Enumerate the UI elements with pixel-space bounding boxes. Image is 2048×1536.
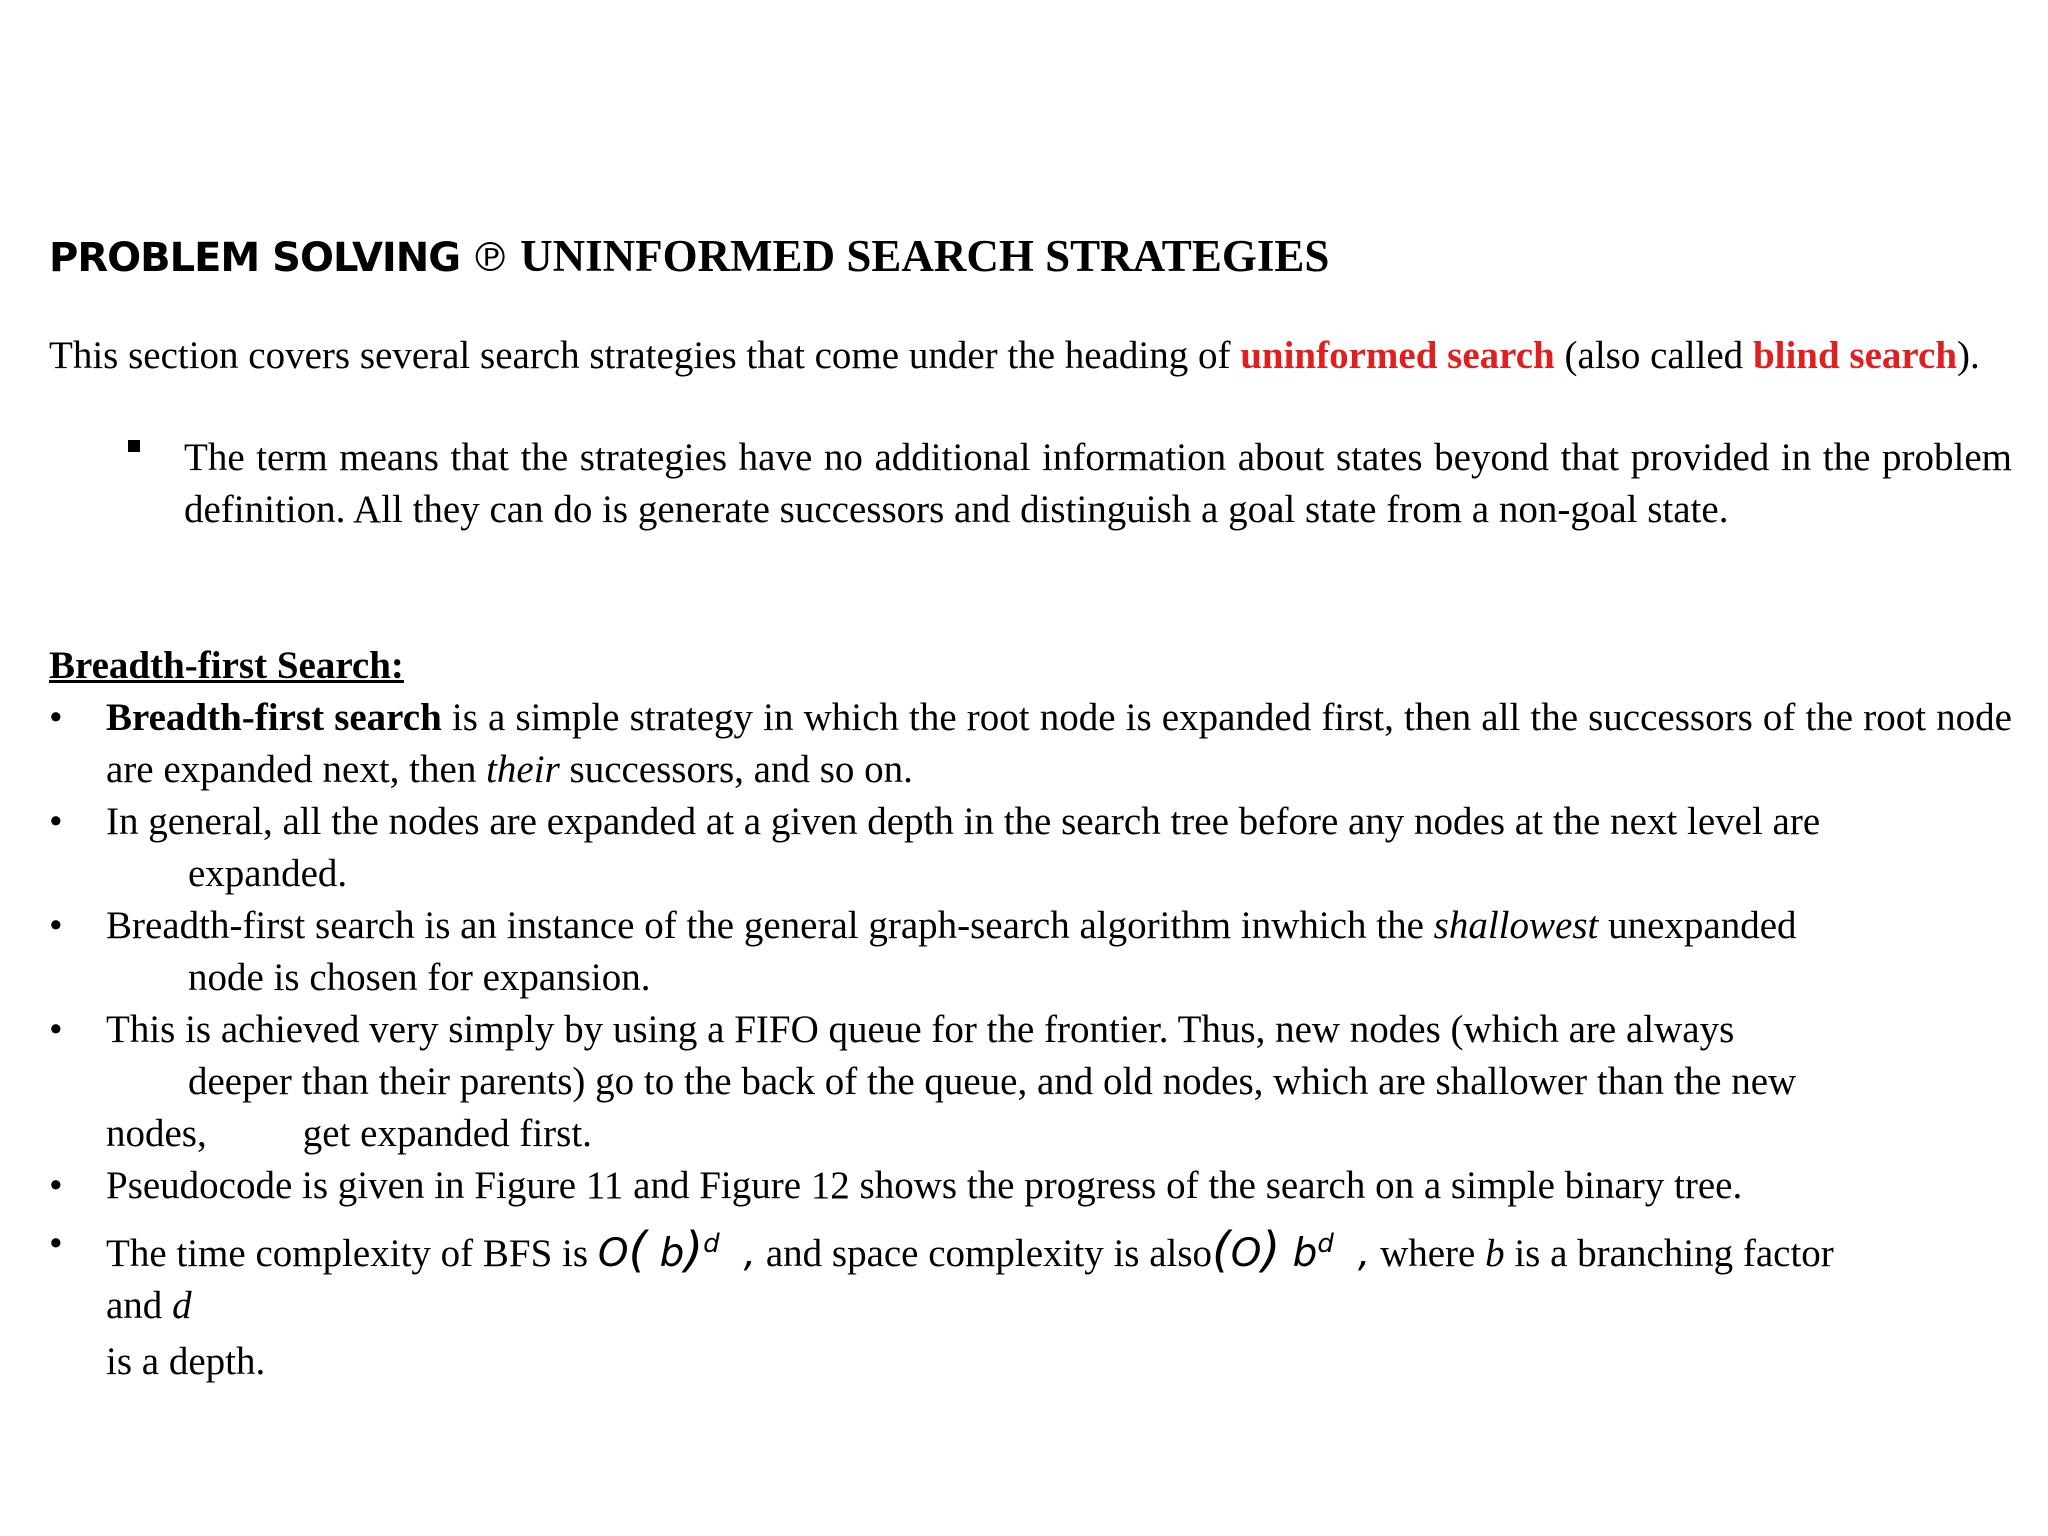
intro-text-end: ). [1957,334,1980,377]
bullet-dot-icon: • [49,1164,63,1207]
bullet-item-2 [106,796,2012,900]
term-breadth-first-search: Breadth-first search [106,696,442,739]
paren-open-icon: ( [628,1222,648,1278]
bullet-4-text: nodes, [106,1112,207,1155]
section-heading: Breadth-first Search: [49,644,404,687]
bullet-6-text: The time complexity of BFS is [106,1232,598,1275]
intro-paragraph [49,330,2011,382]
bullet-dot-icon: • [49,1008,63,1051]
math-b: b [659,1231,685,1276]
intro-text: This section covers several search strategies that come under the heading of [49,334,1241,377]
var-d: d [172,1284,192,1327]
bullet-4-text-end: get expanded first. [302,1112,592,1155]
bullet-4-line-2: deeper than their parents) go to the back of the queue, and old nodes, which are shallower than the new [188,1060,1797,1103]
term-uninformed-search: uninformed search [1240,334,1555,377]
paren-close-icon: ) [684,1222,704,1278]
bullet-4-line-3 [106,1108,2012,1160]
bullet-3-text: Breadth-first search is an instance of the general graph-search algorithm inwhich the [106,904,1434,947]
bullet-3-text-end: unexpanded [1598,904,1797,947]
math-comma: , [1357,1231,1371,1276]
bullet-6-line-1 [106,1218,2012,1280]
page-title [49,230,2009,282]
bullet-3-line-1 [106,900,2012,952]
math-b: b [1292,1231,1318,1276]
math-exponent-d: d [703,1229,720,1259]
math-o: O [597,1231,629,1276]
paren-close-icon: ) [1261,1222,1281,1278]
bullet-1-text: is a simple strategy in which the root node is expanded first, then all the successors of the root node are expanded next, then [106,696,2012,791]
term-blind-search: blind search [1752,334,1958,377]
bullet-item-1 [106,692,2012,796]
phonogram-symbol: ℗ [470,235,511,281]
paren-open-icon: ( [1212,1222,1231,1278]
bullet-item-4 [106,1004,2012,1160]
math-o: O [1230,1231,1262,1276]
bullet-item-3 [106,900,2012,1004]
title-part-2: UNINFORMED SEARCH STRATEGIES [520,231,1330,281]
bullet-dot-icon: • [49,696,63,739]
bullet-3-line-2: node is chosen for expansion. [188,956,651,999]
bullet-6-text-middle: and space complexity is also [756,1232,1213,1275]
math-comma: , [743,1231,757,1276]
bullet-dot-icon: • [49,1222,63,1265]
sub-bullet-text: The term means that the strategies have no additional information about states beyond that provided in the problem definition. All they can do is generate successors and distinguish a goal state from a non-goal state. [184,436,2012,531]
big-o-notation [597,1222,720,1278]
bullet-6-and: and [106,1284,173,1327]
big-o-notation-space [1212,1222,1334,1278]
var-b: b [1485,1232,1505,1275]
bullet-1-text-end: successors, and so on. [559,748,913,791]
bullet-item-6 [106,1218,2012,1388]
square-bullet-icon [128,440,140,452]
emphasis-shallowest: shallowest [1433,904,1599,947]
bullet-6-text-where: where [1370,1232,1486,1275]
bullet-2-line-2: expanded. [188,852,348,895]
intro-text-middle: (also called [1554,334,1753,377]
bullet-2-line-1: In general, all the nodes are expanded at a given depth in the search tree before any nodes at the next level are [106,800,1821,843]
math-exponent-d: d [1317,1229,1334,1259]
bullet-6-text-end: is a branching factor [1504,1232,1834,1275]
bullet-dot-icon: • [49,904,63,947]
bullet-6-line-2 [106,1280,2012,1332]
bullet-dot-icon: • [49,800,63,843]
bullet-item-5: Pseudocode is given in Figure 11 and Figure 12 shows the progress of the search on a simple binary tree. [106,1164,1743,1207]
emphasis-their: their [486,748,560,791]
bullet-4-line-1: This is achieved very simply by using a FIFO queue for the frontier. Thus, new nodes (which are always [106,1008,1735,1051]
title-part-1: PROBLEM SOLVING [49,235,461,281]
bullet-6-line-3: is a depth. [106,1340,266,1383]
